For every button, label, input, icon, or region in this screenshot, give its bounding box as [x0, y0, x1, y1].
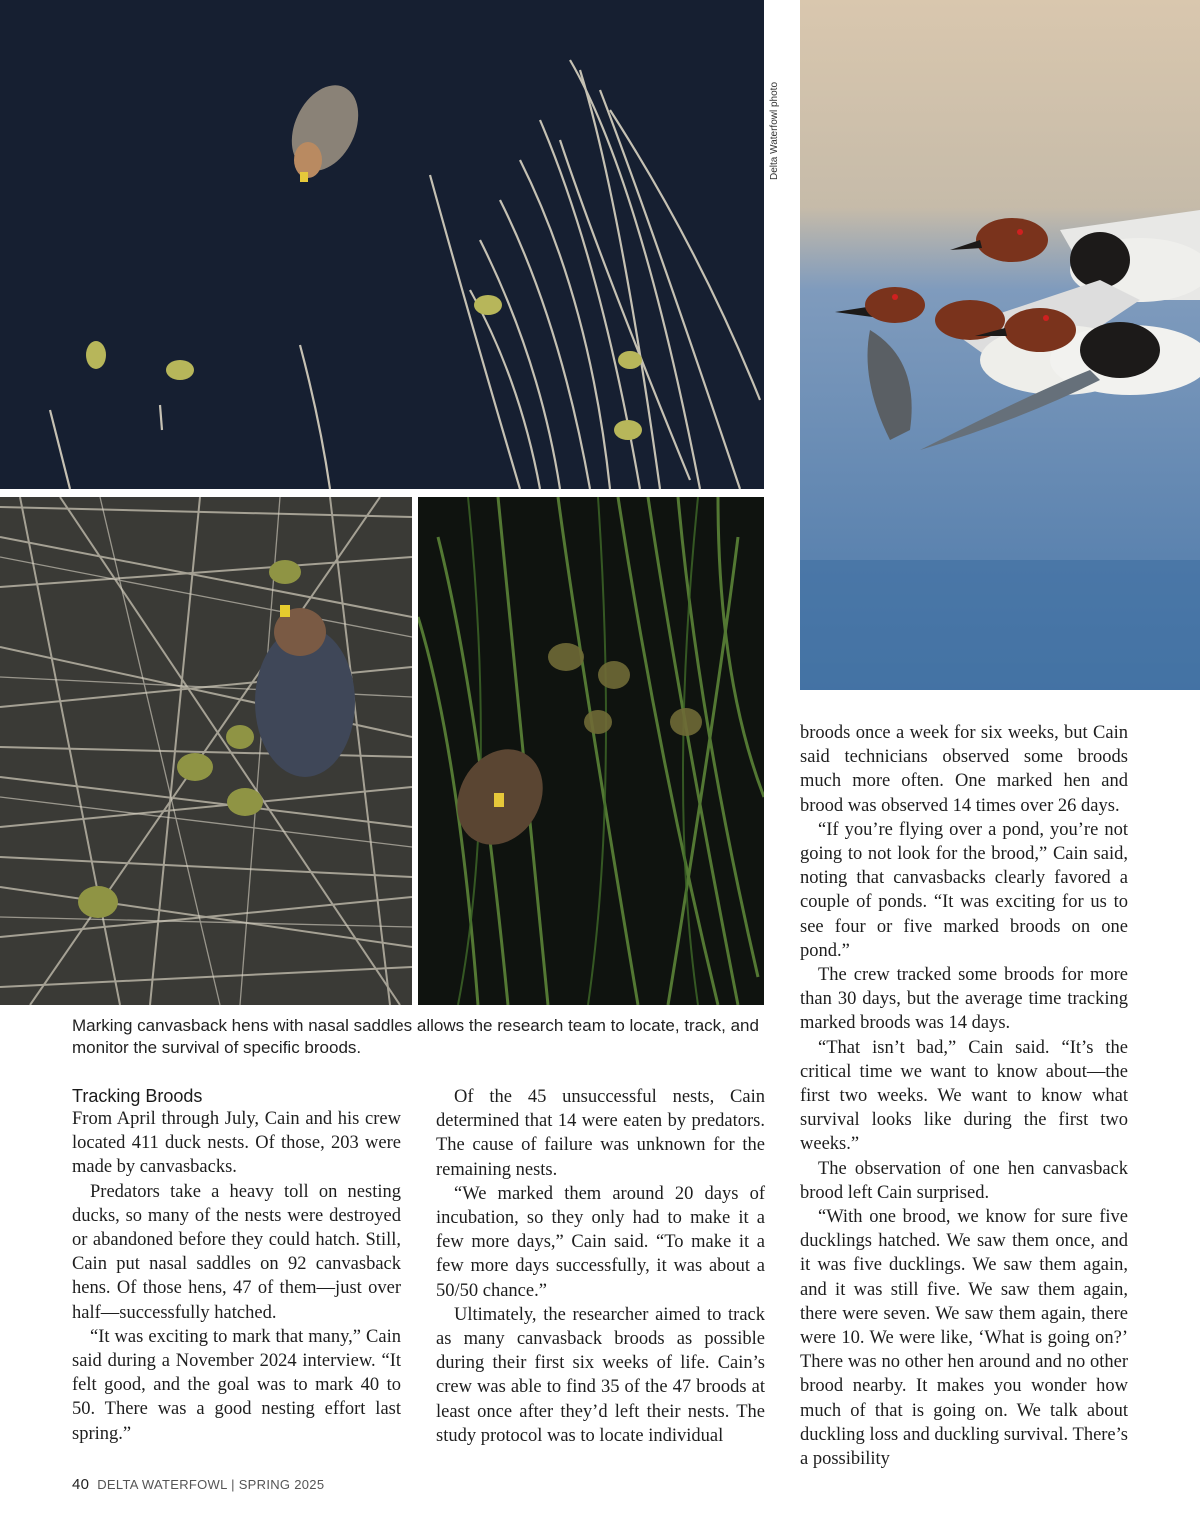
article-column-1 [72, 1085, 401, 1446]
paragraph: The observation of one hen canvasback brood left Cain surprised. [800, 1158, 1128, 1203]
photo-hen-ducklings-green-grass [418, 497, 764, 1005]
photo-hen-ducklings-water [0, 0, 764, 489]
photo-caption: Marking canvasback hens with nasal saddles allows the research team to locate, track, and monitor the survival of specific broods. [72, 1016, 759, 1057]
article-column-3 [800, 721, 1128, 1471]
section-heading: Tracking Broods [72, 1086, 203, 1106]
footer-separator: | [231, 1477, 235, 1492]
page-number: 40 [72, 1476, 90, 1493]
paragraph: Ultimately, the researcher aimed to track as many canvasback broods as possible during their first six weeks of life. Cain’s crew was able to find 35 of the 47 broods at least once after they’d left their nests. The study protocol was to locate individual [436, 1304, 765, 1446]
issue-name: SPRING 2025 [238, 1477, 325, 1492]
paragraph: broods once a week for six weeks, but Cain said technicians observed some broods much more often. One marked hen and brood was observed 14 times over 26 days. [800, 723, 1128, 816]
photo-canvasbacks-flight [800, 0, 1200, 690]
paragraph: “It was exciting to mark that many,” Cain said during a November 2024 interview. “It felt good, and the goal was to mark 40 to 50. There was a good nesting effort last spring.” [72, 1326, 401, 1444]
paragraph: “We marked them around 20 days of incubation, so they only had to make it a few more days,” Cain said. “To make it a few more days successfully, it was about a 50/50 chance.” [436, 1183, 765, 1301]
paragraph: “That isn’t bad,” Cain said. “It’s the critical time we want to know about—the first two weeks. We want to know what survival looks like during the first two weeks.” [800, 1037, 1128, 1155]
paragraph: “With one brood, we know for sure five ducklings hatched. We saw them once, and it was five ducklings. We saw them again, and it was still five. We saw them again, there were seven. We saw them again, there were 10. We were like, ‘What is going on?’ There was no other hen around and no other brood nearby. It makes you wonder how much of that is going on. We talk about duckling loss and duckling survival. There’s a possibility [800, 1207, 1128, 1470]
paragraph: From April through July, Cain and his crew located 411 duck nests. Of those, 203 were made by canvasbacks. [72, 1109, 401, 1178]
paragraph: Predators take a heavy toll on nesting ducks, so many of the nests were destroyed or abandoned before they could hatch. Still, Cain put nasal saddles on 92 canvasback hens. Of those hens, 47 of them—just over half—successfully hatched. [72, 1181, 401, 1323]
page-footer [72, 1476, 324, 1493]
photo-credit: Delta Waterfowl photo [769, 81, 780, 180]
article-column-2 [436, 1085, 765, 1448]
paragraph: “If you’re flying over a pond, you’re not going to not look for the brood,” Cain said, noting that canvasbacks clearly favored a couple of ponds. “It was exciting for us to see four or five marked broods on one pond.” [800, 819, 1128, 961]
photo-hen-ducklings-grass [0, 497, 412, 1005]
paragraph: Of the 45 unsuccessful nests, Cain determined that 14 were eaten by predators. The cause of failure was unknown for the remaining nests. [436, 1087, 765, 1180]
magazine-name: DELTA WATERFOWL [97, 1477, 228, 1492]
paragraph: The crew tracked some broods for more than 30 days, but the average time tracking marked broods was 14 days. [800, 965, 1128, 1034]
